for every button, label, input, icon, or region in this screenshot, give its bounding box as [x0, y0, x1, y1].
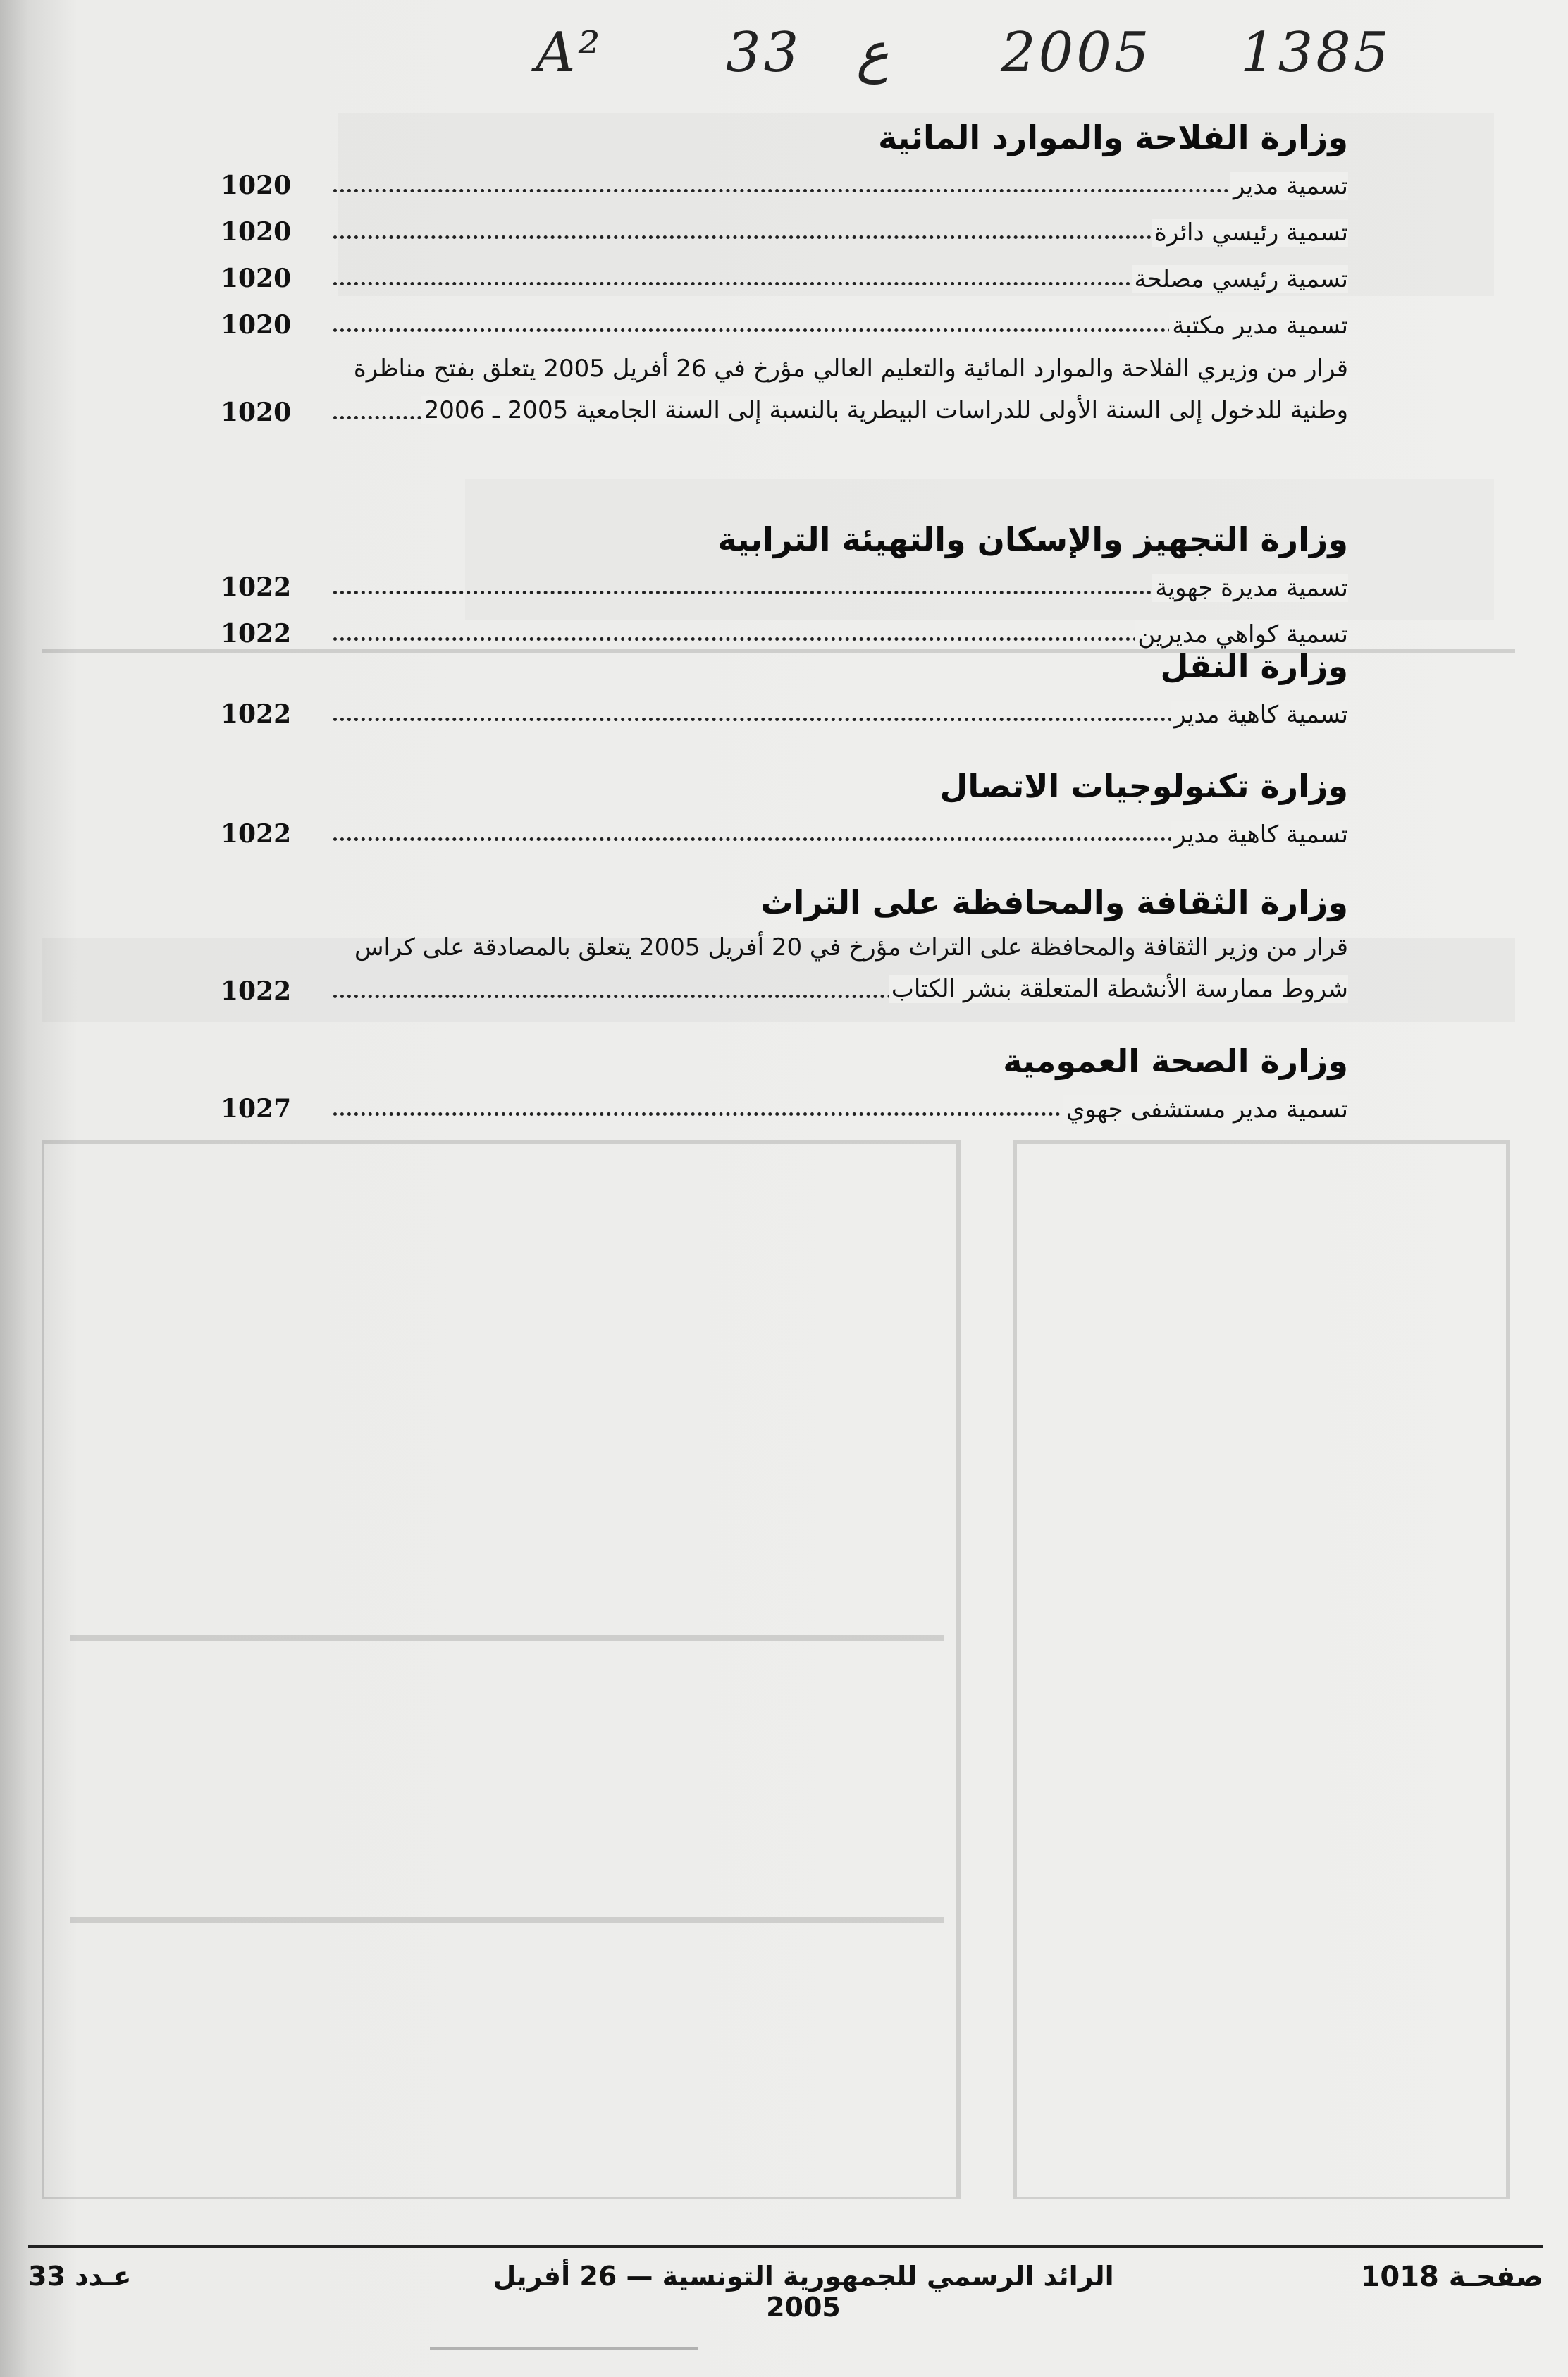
entry-title: شروط ممارسة الأنشطة المتعلقة بنشر الكتاب [889, 975, 1348, 1003]
section-heading: وزارة التجهيز والإسكان والتهيئة الترابية [717, 520, 1348, 558]
entry-title: تسمية مدير مكتبة [1169, 312, 1348, 340]
faint-signature-line [430, 2319, 698, 2350]
entry-title: تسمية رئيسي دائرة [1152, 219, 1348, 247]
toc-entry[interactable] [221, 255, 1348, 302]
entry-page-number: 1020 [221, 264, 292, 293]
toc-entry[interactable] [221, 691, 1348, 737]
toc-section-transport [221, 641, 1348, 737]
handwritten-letter: ع [856, 21, 889, 85]
toc-entry[interactable] [221, 162, 1348, 209]
section-heading: وزارة تكنولوجيات الاتصال [939, 767, 1348, 805]
decree-paragraph-line: قرار من وزيري الفلاحة والموارد المائية والتعليم العالي مؤرخ في 26 أفريل 2005 يتعلق بفتح مناظرة [353, 355, 1348, 383]
toc-section-culture [221, 878, 1348, 1014]
entry-page-number: 1020 [221, 310, 292, 340]
entry-page-number: 1027 [221, 1094, 292, 1124]
entry-page-number: 1020 [221, 217, 292, 247]
section-heading: وزارة النقل [1160, 647, 1348, 685]
handwritten-number: 1385 [1240, 21, 1392, 85]
entry-page-number: 1020 [221, 398, 292, 427]
handwritten-issue: 33 [726, 21, 802, 85]
entry-page-number: 1022 [221, 976, 292, 1006]
footer-journal-title: الرائد الرسمي للجمهورية التونسية — 26 أفريل 2005 [493, 2261, 1114, 2323]
entry-title: تسمية مديرة جهوية [1152, 574, 1348, 602]
toc-entry[interactable] [221, 968, 1348, 1014]
footer-issue-number: عـدد 33 [28, 2261, 132, 2292]
decree-paragraph-line: قرار من وزير الثقافة والمحافظة على التراث مؤرخ في 20 أفريل 2005 يتعلق بالمصادقة على كراس [354, 933, 1348, 962]
entry-page-number: 1022 [221, 572, 292, 602]
section-heading: وزارة الثقافة والمحافظة على التراث [760, 883, 1348, 921]
toc-entry[interactable] [221, 564, 1348, 610]
toc-section-communication [221, 761, 1348, 857]
entry-title: تسمية كاهية مدير [1171, 821, 1348, 849]
toc-entry[interactable] [221, 811, 1348, 857]
handwritten-year: 2005 [1001, 21, 1152, 85]
toc-entry[interactable] [221, 1086, 1348, 1132]
toc-section-equipment [221, 515, 1348, 657]
entry-title: تسمية رئيسي مصلحة [1132, 265, 1349, 293]
toc-section-agriculture [221, 113, 1348, 436]
entry-page-number: 1022 [221, 819, 292, 849]
toc-entry[interactable] [221, 389, 1348, 436]
section-heading: وزارة الفلاحة والموارد المائية [878, 118, 1348, 156]
entry-title: وطنية للدخول إلى السنة الأولى للدراسات البيطرية بالنسبة إلى السنة الجامعية 2005 ـ 2006 [421, 396, 1348, 424]
entry-page-number: 1022 [221, 699, 292, 729]
handwritten-a2: A² [536, 21, 603, 85]
entry-page-number: 1022 [221, 619, 292, 649]
page-footer [28, 2245, 1543, 2323]
entry-page-number: 1020 [221, 171, 292, 200]
toc-entry[interactable] [221, 209, 1348, 255]
toc-section-health [221, 1036, 1348, 1132]
dot-leader [333, 189, 1348, 192]
entry-title: تسمية كاهية مدير [1171, 701, 1348, 729]
section-heading: وزارة الصحة العمومية [1003, 1042, 1348, 1080]
entry-title: تسمية مدير [1230, 172, 1348, 200]
entry-title: تسمية كواهي مديرين [1135, 620, 1348, 649]
footer-page-number: صفحـة 1018 [1360, 2261, 1543, 2293]
entry-title: تسمية مدير مستشفى جهوي [1063, 1095, 1348, 1124]
toc-entry[interactable] [221, 302, 1348, 348]
